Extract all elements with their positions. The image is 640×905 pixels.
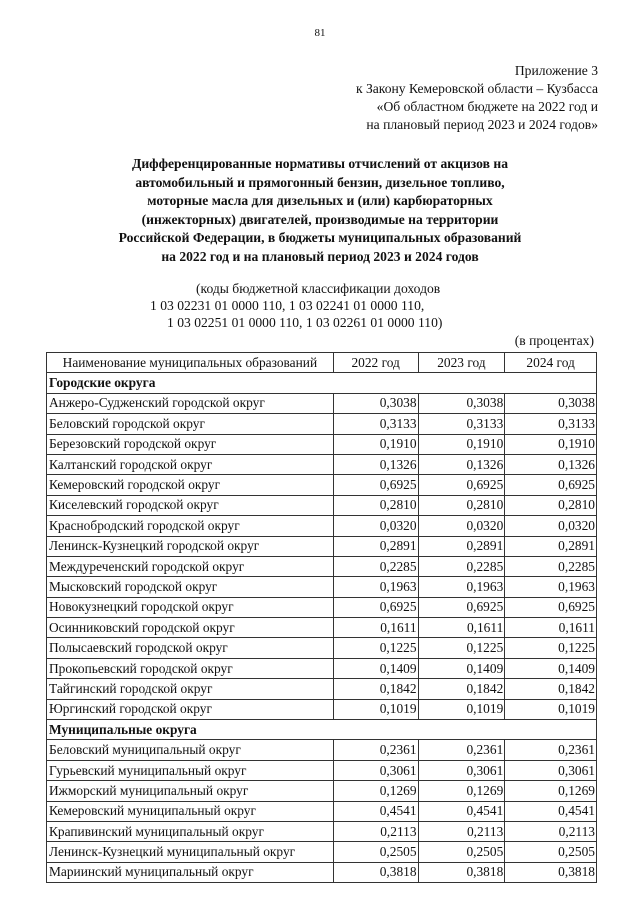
table-row — [47, 740, 597, 760]
municipality-name: Березовский городской округ — [47, 434, 334, 454]
value-2023: 0,1019 — [418, 699, 505, 719]
codes-line: 1 03 02251 01 0000 110, 1 03 02261 01 0000 110) — [167, 315, 443, 330]
municipality-name: Гурьевский муниципальный округ — [47, 760, 334, 780]
municipality-name: Мариинский муниципальный округ — [47, 862, 334, 882]
value-2023: 0,3133 — [418, 414, 505, 434]
value-2023: 0,6925 — [418, 475, 505, 495]
value-2024: 0,1269 — [505, 781, 597, 801]
table-row — [47, 475, 597, 495]
table-row — [47, 760, 597, 780]
section-title: Городские округа — [47, 373, 597, 393]
value-2023: 0,2891 — [418, 536, 505, 556]
value-2022: 0,3818 — [333, 862, 418, 882]
header-2022: 2022 год — [333, 353, 418, 373]
value-2022: 0,2285 — [333, 556, 418, 576]
units-note: (в процентах) — [514, 333, 594, 348]
value-2023: 0,3038 — [418, 393, 505, 413]
municipality-name: Киселевский городской округ — [47, 495, 334, 515]
value-2024: 0,6925 — [505, 475, 597, 495]
table-row — [47, 597, 597, 617]
table-row — [47, 618, 597, 638]
section-header-row — [47, 373, 597, 393]
value-2024: 0,1611 — [505, 618, 597, 638]
appendix-header — [356, 62, 598, 134]
value-2023: 0,2810 — [418, 495, 505, 515]
value-2022: 0,2505 — [333, 842, 418, 862]
value-2022: 0,1611 — [333, 618, 418, 638]
value-2024: 0,3061 — [505, 760, 597, 780]
value-2022: 0,4541 — [333, 801, 418, 821]
value-2024: 0,1019 — [505, 699, 597, 719]
municipality-name: Полысаевский городской округ — [47, 638, 334, 658]
value-2023: 0,2285 — [418, 556, 505, 576]
value-2024: 0,2285 — [505, 556, 597, 576]
municipality-name: Крапивинский муниципальный округ — [47, 821, 334, 841]
municipality-name: Осинниковский городской округ — [47, 618, 334, 638]
value-2023: 0,1269 — [418, 781, 505, 801]
value-2024: 0,1409 — [505, 658, 597, 678]
value-2022: 0,1269 — [333, 781, 418, 801]
appendix-line: на плановый период 2023 и 2024 годов» — [366, 117, 598, 132]
value-2024: 0,2113 — [505, 821, 597, 841]
table-header-row — [47, 353, 597, 373]
appendix-line: Приложение 3 — [514, 63, 598, 78]
table-row — [47, 679, 597, 699]
value-2023: 0,1409 — [418, 658, 505, 678]
table-row — [47, 556, 597, 576]
municipality-name: Беловский городской округ — [47, 414, 334, 434]
table-row — [47, 821, 597, 841]
table-row — [47, 516, 597, 536]
value-2023: 0,1326 — [418, 454, 505, 474]
value-2024: 0,1842 — [505, 679, 597, 699]
codes-line: 1 03 02231 01 0000 110, 1 03 02241 01 0000 110, — [150, 298, 425, 313]
header-2023: 2023 год — [418, 353, 505, 373]
value-2024: 0,3133 — [505, 414, 597, 434]
table-body — [47, 373, 597, 883]
value-2022: 0,3061 — [333, 760, 418, 780]
value-2022: 0,1910 — [333, 434, 418, 454]
budget-codes — [150, 280, 442, 331]
municipality-name: Ленинск-Кузнецкий муниципальный округ — [47, 842, 334, 862]
title-line: Российской Федерации, в бюджеты муниципальных образований — [118, 230, 522, 245]
value-2022: 0,6925 — [333, 597, 418, 617]
value-2023: 0,1910 — [418, 434, 505, 454]
municipality-name: Ижморский муниципальный округ — [47, 781, 334, 801]
value-2023: 0,1963 — [418, 577, 505, 597]
section-title: Муниципальные округа — [47, 720, 597, 740]
municipality-name: Калтанский городской округ — [47, 454, 334, 474]
value-2023: 0,1611 — [418, 618, 505, 638]
value-2022: 0,1963 — [333, 577, 418, 597]
value-2023: 0,3061 — [418, 760, 505, 780]
table-row — [47, 658, 597, 678]
table-row — [47, 862, 597, 882]
header-name: Наименование муниципальных образований — [47, 353, 334, 373]
codes-line: (коды бюджетной классификации доходов — [196, 281, 441, 296]
value-2023: 0,0320 — [418, 516, 505, 536]
value-2022: 0,1842 — [333, 679, 418, 699]
value-2022: 0,6925 — [333, 475, 418, 495]
value-2024: 0,6925 — [505, 597, 597, 617]
value-2024: 0,1963 — [505, 577, 597, 597]
value-2022: 0,1225 — [333, 638, 418, 658]
value-2024: 0,2361 — [505, 740, 597, 760]
table-row — [47, 699, 597, 719]
title-line: Дифференцированные нормативы отчислений от акцизов на — [131, 156, 509, 171]
value-2024: 0,0320 — [505, 516, 597, 536]
value-2024: 0,1326 — [505, 454, 597, 474]
document-title — [40, 155, 600, 266]
value-2024: 0,4541 — [505, 801, 597, 821]
municipality-name: Кемеровский городской округ — [47, 475, 334, 495]
municipality-name: Новокузнецкий городской округ — [47, 597, 334, 617]
appendix-line: «Об областном бюджете на 2022 год и — [376, 99, 598, 114]
value-2022: 0,3133 — [333, 414, 418, 434]
value-2023: 0,1225 — [418, 638, 505, 658]
table-row — [47, 781, 597, 801]
municipality-name: Ленинск-Кузнецкий городской округ — [47, 536, 334, 556]
value-2024: 0,2505 — [505, 842, 597, 862]
page-number: 81 — [314, 27, 326, 39]
value-2023: 0,6925 — [418, 597, 505, 617]
title-line: (инжекторных) двигателей, производимые на территории — [141, 211, 499, 227]
title-line: на 2022 год и на плановый период 2023 и 2024 годов — [161, 248, 479, 264]
value-2023: 0,4541 — [418, 801, 505, 821]
norms-table — [46, 352, 597, 883]
value-2022: 0,3038 — [333, 393, 418, 413]
value-2024: 0,1225 — [505, 638, 597, 658]
value-2024: 0,2891 — [505, 536, 597, 556]
table-row — [47, 577, 597, 597]
value-2022: 0,2361 — [333, 740, 418, 760]
municipality-name: Беловский муниципальный округ — [47, 740, 334, 760]
municipality-name: Прокопьевский городской округ — [47, 658, 334, 678]
title-line: моторные масла для дизельных и (или) карбюраторных — [147, 193, 493, 208]
value-2023: 0,2113 — [418, 821, 505, 841]
value-2022: 0,2810 — [333, 495, 418, 515]
municipality-name: Краснобродский городской округ — [47, 516, 334, 536]
value-2024: 0,2810 — [505, 495, 597, 515]
value-2024: 0,3038 — [505, 393, 597, 413]
title-line: автомобильный и прямогонный бензин, дизельное топливо, — [135, 174, 505, 190]
value-2023: 0,2361 — [418, 740, 505, 760]
municipality-name: Мысковский городской округ — [47, 577, 334, 597]
value-2023: 0,2505 — [418, 842, 505, 862]
municipality-name: Юргинский городской округ — [47, 699, 334, 719]
table-row — [47, 842, 597, 862]
table-row — [47, 801, 597, 821]
municipality-name: Кемеровский муниципальный округ — [47, 801, 334, 821]
municipality-name: Междуреченский городской округ — [47, 556, 334, 576]
table-row — [47, 434, 597, 454]
section-header-row — [47, 720, 597, 740]
value-2023: 0,3818 — [418, 862, 505, 882]
table-row — [47, 393, 597, 413]
value-2022: 0,1019 — [333, 699, 418, 719]
value-2023: 0,1842 — [418, 679, 505, 699]
value-2022: 0,2113 — [333, 821, 418, 841]
value-2022: 0,1409 — [333, 658, 418, 678]
table-row — [47, 495, 597, 515]
municipality-name: Анжеро-Судженский городской округ — [47, 393, 334, 413]
table-row — [47, 638, 597, 658]
value-2022: 0,2891 — [333, 536, 418, 556]
value-2024: 0,1910 — [505, 434, 597, 454]
appendix-line: к Закону Кемеровской области – Кузбасса — [355, 81, 598, 96]
value-2022: 0,1326 — [333, 454, 418, 474]
value-2024: 0,3818 — [505, 862, 597, 882]
table-row — [47, 414, 597, 434]
municipality-name: Тайгинский городской округ — [47, 679, 334, 699]
table-row — [47, 536, 597, 556]
header-2024: 2024 год — [505, 353, 597, 373]
value-2022: 0,0320 — [333, 516, 418, 536]
table-row — [47, 454, 597, 474]
